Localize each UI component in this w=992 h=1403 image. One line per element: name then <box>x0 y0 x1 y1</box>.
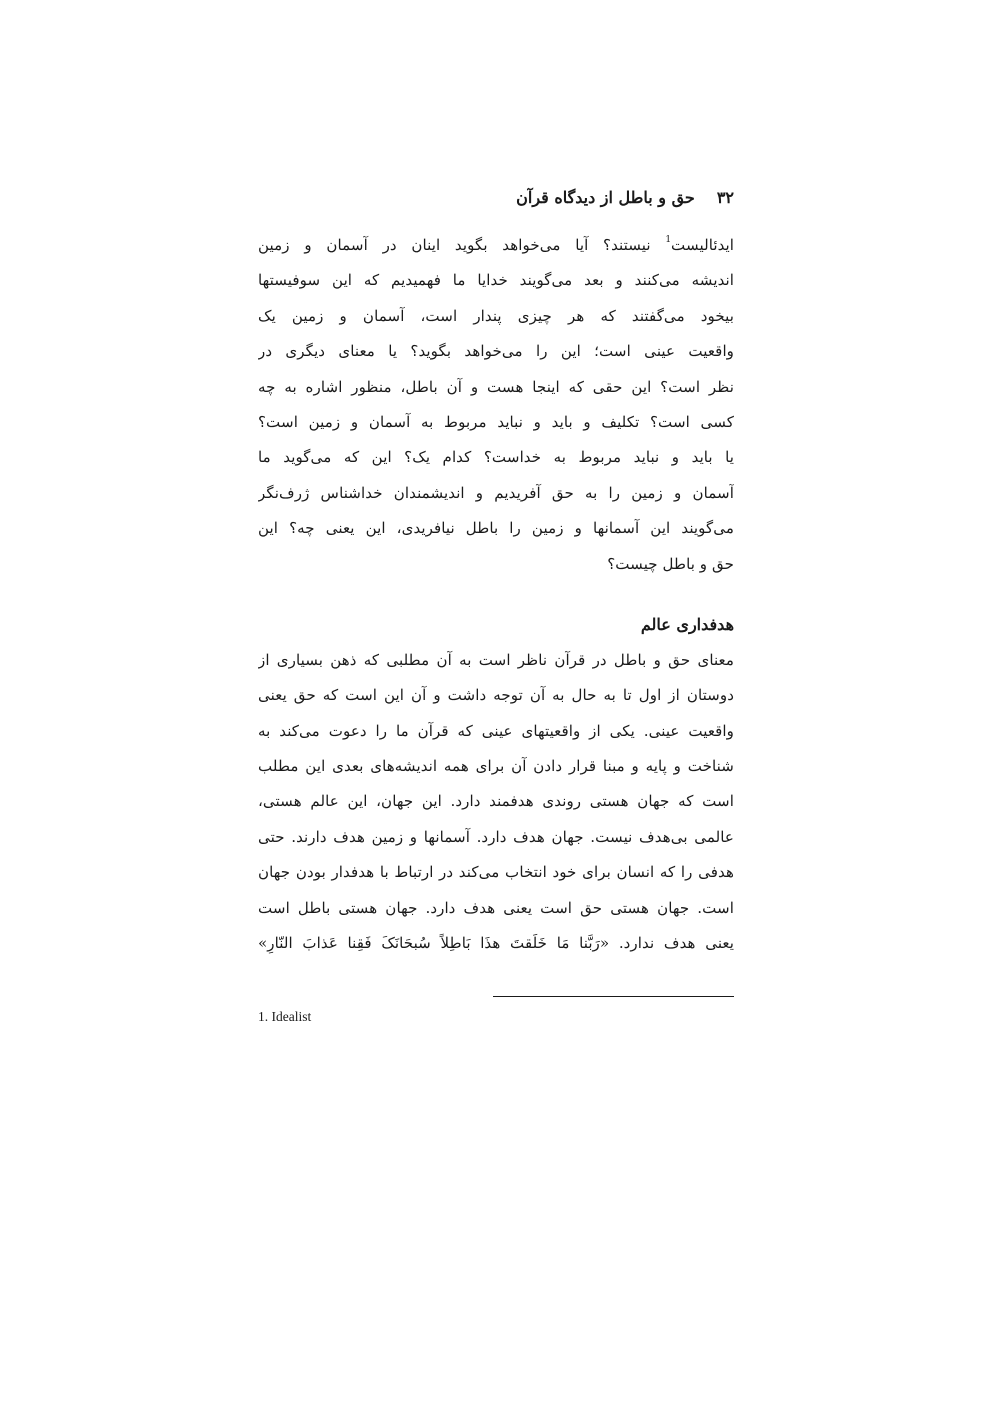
running-header <box>258 188 734 218</box>
paragraph-1-line: بیخود می‌گفتند که هر چیزی پندار است، آسمان و زمین یک <box>258 306 734 325</box>
book-page <box>258 188 734 961</box>
paragraph-1-line: کسی است؟ تکلیف و باید و نباید مربوط به آسمان و زمین است؟ <box>258 412 734 431</box>
paragraph-1-line: نظر است؟ این حقی که اینجا هست و آن باطل، منظور اشاره به چه <box>258 377 734 396</box>
paragraph-2-line: است که جهان هستی روندی هدفمند دارد. این جهان، این عالم هستی، <box>258 792 734 811</box>
paragraph-2 <box>258 643 734 962</box>
paragraph-2-line: عالمی بی‌هدف نیست. جهان هدف دارد. آسمانها و زمین هدف دارند. حتی <box>258 827 734 846</box>
term-idealist: ایدئالیست <box>671 236 734 254</box>
paragraph-2-line: معنای حق و باطل در قرآن ناظر است به آن مطلبی که ذهن بسیاری از <box>258 650 734 669</box>
paragraph-1-line: اندیشه می‌کنند و بعد می‌گویند خدایا ما فهمیدیم که این سوفیستها <box>258 271 734 290</box>
footnote-divider <box>493 996 734 997</box>
running-title: حق و باطل از دیدگاه قرآن <box>516 188 695 207</box>
paragraph-2-line: شناخت و پایه و مبنا قرار دادن آن برای همه اندیشه‌های بعدی این مطلب <box>258 757 734 776</box>
paragraph-2-line: یعنی هدف ندارد. «رَبَّنا مَا خَلَقتَ هذَا بَاطِلاً سُبحَانَکَ فَقِنا عَذابَ النّارِ» <box>258 934 734 953</box>
paragraph-2-line: دوستان از اول تا به حال به آن توجه داشت و آن این است که حق یعنی <box>258 686 734 705</box>
paragraph-1-line-1 <box>258 228 734 263</box>
footnote-reference[interactable]: 1 <box>665 235 672 245</box>
paragraph-2-line: واقعیت عینی. یکی از واقعیتهای عینی که قرآن ما را دعوت می‌کند به <box>258 721 734 740</box>
paragraph-1-line-1-text: نیستند؟ آیا می‌خواهد بگوید اینان در آسمان و زمین <box>258 236 651 254</box>
paragraph-2-line: است. جهان هستی حق است یعنی هدف دارد. جهان هستی باطل است <box>258 898 734 917</box>
paragraph-1-line: آسمان و زمین را به حق آفریدیم و اندیشمندان خداشناس ژرف‌نگر <box>258 483 734 502</box>
paragraph-1-line: می‌گویند این آسمانها و زمین را باطل نیافریدی، این یعنی چه؟ این <box>258 519 734 538</box>
section-heading: هدفداری عالم <box>640 614 734 634</box>
paragraph-1 <box>258 228 734 582</box>
paragraph-1-line: واقعیت عینی است؛ این را می‌خواهد بگوید؟ یا معنای دیگری در <box>258 342 734 361</box>
paragraph-2-line: هدفی را که انسان برای خود انتخاب می‌کند در ارتباط با هدفدار بودن جهان <box>258 863 734 882</box>
page-number: ۳۲ <box>716 188 734 207</box>
paragraph-1-line: یا باید و نباید مربوط به خداست؟ کدام یک؟ این که می‌گوید ما <box>258 448 734 467</box>
paragraph-1-line: حق و باطل چیست؟ <box>607 554 734 573</box>
footnote-1: 1. Idealist <box>258 1009 312 1024</box>
